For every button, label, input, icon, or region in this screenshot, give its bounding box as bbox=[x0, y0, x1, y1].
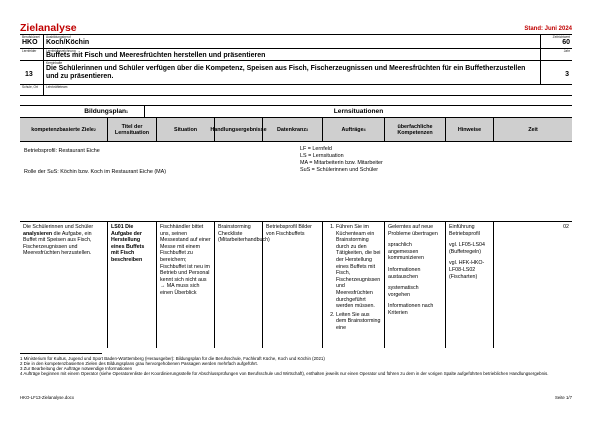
col-auftraege: Aufträge 4 bbox=[323, 118, 385, 141]
col-hinweise: Hinweise bbox=[446, 118, 494, 141]
betriebsprofil-row bbox=[20, 142, 572, 222]
datenkranz-cell: Betriebsprofil Bilder von Fischbuffets bbox=[263, 222, 323, 348]
header-row-profession bbox=[20, 35, 572, 49]
label-berufskuerzel: Berufskürzel bbox=[22, 35, 40, 39]
abbreviation-legend: LF = Lernfeld LS = Lernsituation MA = Mitarbeiterin bzw. Mitarbeiter SuS = Schülerinnen und Schüler bbox=[300, 146, 383, 173]
label-lernfeldbezeichnung: Lernfeldbezeichnung bbox=[46, 49, 76, 53]
col-datenkranz: Datenkranz 3 bbox=[263, 118, 323, 141]
stand-date: Stand: Juni 2024 bbox=[524, 26, 572, 32]
lernfeld-number: 13 bbox=[25, 71, 33, 78]
ziele-cell: Die Schülerinnen und Schüler analysieren die Aufgabe, ein Buffet mit Speisen aus Fisch, Fischerzeugnissen und Meeresfrüchten herzustellen. bbox=[20, 222, 108, 348]
label-ausbildungsberuf: Ausbildungsberuf bbox=[46, 35, 71, 39]
document-page bbox=[20, 20, 572, 348]
label-schule-ort: Schule, Ort bbox=[22, 85, 38, 89]
label-kerninhalte: Kerninhalte bbox=[46, 61, 63, 65]
spacer-row bbox=[20, 96, 572, 106]
kompetenzen-cell: Gelerntes auf neue Probleme übertragen sprachlich angemessen kommunizieren Informationen austauschen systematisch vorgehen Informationen nach Kriterien bbox=[385, 222, 446, 348]
column-headers bbox=[20, 118, 572, 142]
header-row-schule bbox=[20, 85, 572, 96]
label-zeitrichtwert: Zeitrichtwert bbox=[552, 35, 570, 39]
footnote-2: 2 Die in den kompetenzbasierten Zielen des Bildungsplans grau hervorgehobenen Passagen werden mehrfach aufgeführt. bbox=[20, 361, 258, 366]
titel-cell: LS01 Die Aufgabe der Herstellung eines Buffets mit Fisch beschreiben bbox=[108, 222, 157, 348]
situation-cell: Fischhändler bittet uns, seinen Messestand auf einer Messe mit einem Fischbuffet zu bereichern; Fischbuffet ist neu im Betrieb und Personal kennt sich nicht aus → MA muss sich einen Überblick bbox=[157, 222, 215, 348]
header-row-lernfeld bbox=[20, 49, 572, 61]
document-title: Zielanalyse bbox=[20, 22, 77, 34]
col-ziele: kompetenzbasierte Ziele 2 bbox=[20, 118, 108, 141]
lernsituation-row bbox=[20, 222, 572, 348]
label-lehrkraefteteam: Lehrkräfteteam bbox=[46, 85, 68, 89]
col-zeit: Zeit bbox=[528, 126, 538, 133]
zeitrichtwert: 60 bbox=[562, 39, 570, 46]
col-situation: Situation bbox=[157, 118, 215, 141]
label-jahr: Jahr bbox=[563, 49, 570, 53]
zeit-cell: 02 bbox=[563, 224, 569, 230]
hinweise-cell: Einführung Betriebsprofil vgl. LF05-LS04 (Buffetregeln) vgl. HFK-HKO-LF08-LS02 (Fischarten) bbox=[446, 222, 494, 348]
bildungsplan-header: Bildungsplan 1 bbox=[20, 106, 145, 117]
auftrag-item: 1. Führen Sie im Küchenteam ein Brainstorming durch zu den Tätigkeiten, die bei der Herstellung eines Buffets mit Fisch, Fischerzeugnissen und Meeresfrüchten durchgeführt werden müssen. bbox=[336, 224, 381, 310]
page-number: Seite 1/7 bbox=[555, 395, 572, 400]
file-name: HKO-LF13-Zielanalyse.docx bbox=[20, 395, 74, 400]
berufskuerzel: HKO bbox=[22, 39, 38, 46]
auftraege-cell bbox=[323, 222, 385, 348]
col-kompetenzen: überfachliche Kompetenzen bbox=[385, 118, 446, 141]
ausbildungsberuf: Koch/Köchin bbox=[46, 39, 90, 46]
lernsituationen-header: Lernsituationen bbox=[333, 108, 384, 115]
col-handlungsergebnisse: Handlungsergebnisse bbox=[215, 118, 263, 141]
footnote-3: 3 Zur Bearbeitung der Aufträge notwendige Informationen bbox=[20, 366, 133, 371]
ergebnisse-cell: Brainstorming Checkliste (Mitarbeiterhandbuch) bbox=[215, 222, 263, 348]
title-line bbox=[20, 20, 572, 35]
footnote-1: 1 Ministerium für Kultus, Jugend und Sport Baden-Württemberg (Herausgeber): Bildungsplan für die Berufsschule, Fachkraft Küche, Koch und Köchin (2021) bbox=[20, 356, 325, 361]
footnote-4: 4 Aufträge beginnen mit einem Operator (siehe Operatorenliste der Koordinierungsstelle für Abschlussprüfungen von Berufsschule und Wirtschaft), enthalten jeweils nur einen Operator und führen zu dem in der vorigen Spalte aufgeführten betrieblichen Handlungsergebnis. bbox=[20, 371, 549, 376]
header-row-kompetenz bbox=[20, 61, 572, 85]
section-header bbox=[20, 106, 572, 118]
betriebsprofil: Betriebsprofil: Restaurant Eiche bbox=[24, 148, 100, 154]
kompetenz-text: Die Schülerinnen und Schüler verfügen über die Kompetenz, Speisen aus Fisch, Fischerzeugnissen und Meeresfrüchten für ein Buffetherzustellen und zu präsentieren. bbox=[46, 65, 526, 80]
rolle-der-sus: Rolle der SuS: Köchin bzw. Koch im Restaurant Eiche (MA) bbox=[24, 169, 167, 175]
label-lernfelder: Lernfelder bbox=[22, 49, 37, 53]
auftrag-item: 2. Leiten Sie aus dem Brainstorming eine bbox=[336, 312, 381, 332]
ausbildungsjahr: 3 bbox=[565, 71, 569, 78]
footnote-separator bbox=[20, 353, 102, 354]
lernfeld-title: Buffets mit Fisch und Meeresfrüchten herstellen und präsentieren bbox=[46, 52, 266, 59]
col-titel: Titel der Lernsituation bbox=[108, 118, 157, 141]
page-footer bbox=[20, 395, 572, 400]
